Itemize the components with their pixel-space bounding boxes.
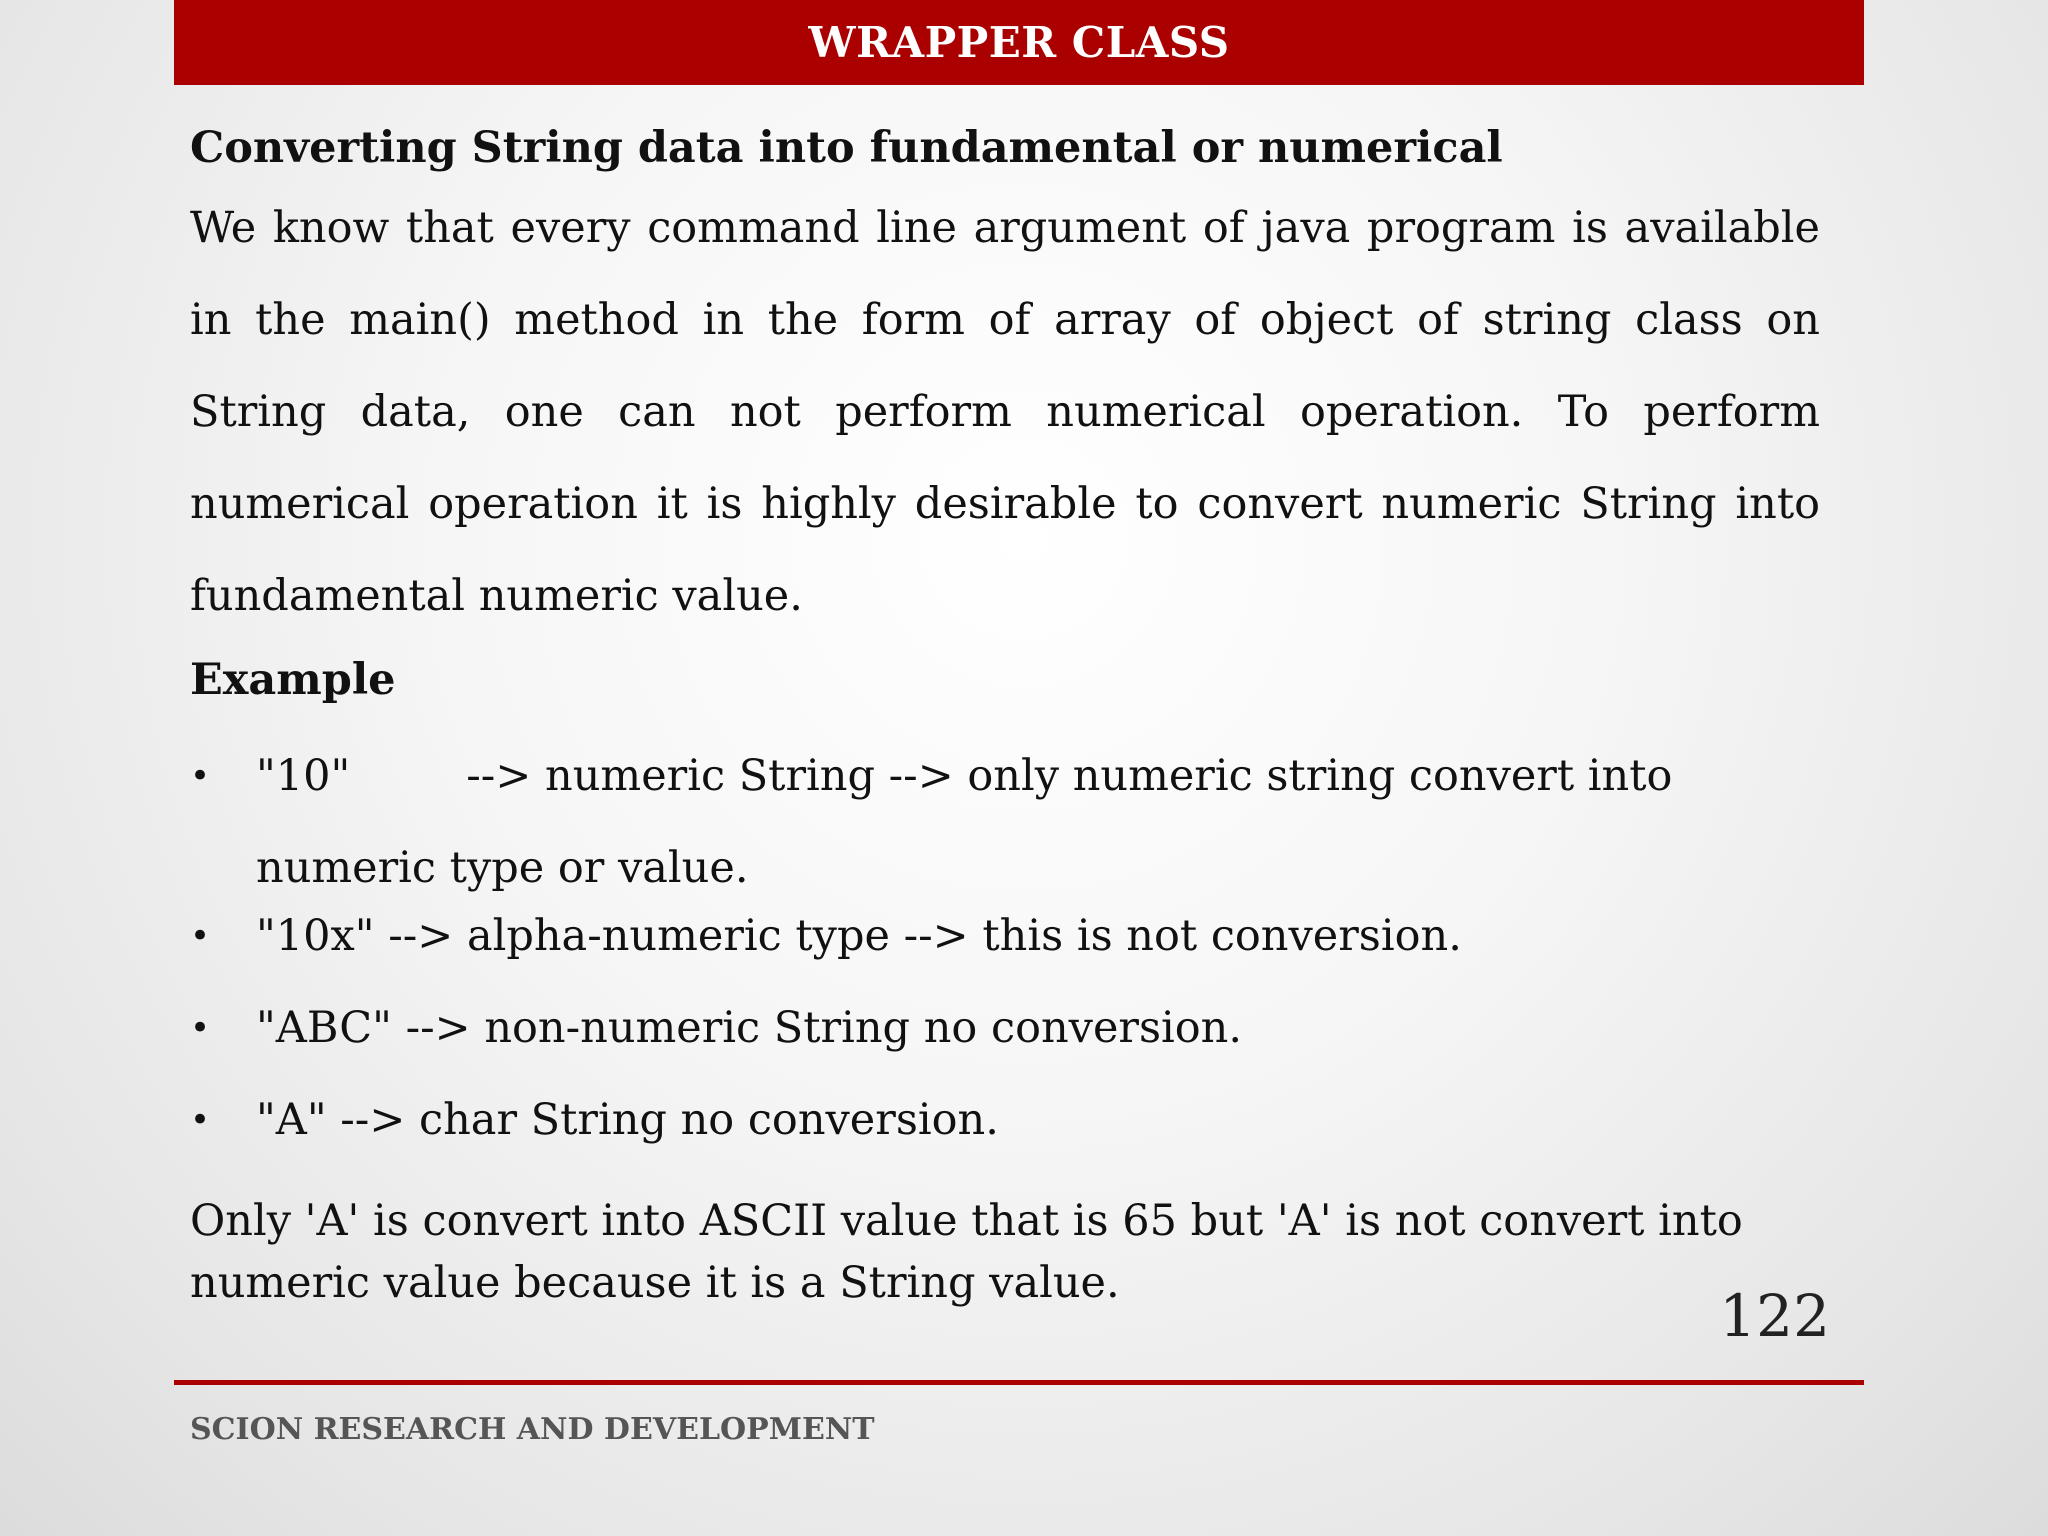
footer-divider	[174, 1380, 1864, 1385]
section-heading: Converting String data into fundamental or numerical	[190, 123, 1503, 173]
closing-paragraph: Only 'A' is convert into ASCII value that is 65 but 'A' is not convert into numeric value because it is a String value.	[190, 1196, 1743, 1308]
list-item	[190, 906, 1830, 966]
footer-organization: SCION RESEARCH AND DEVELOPMENT	[190, 1412, 875, 1447]
list-item	[190, 1090, 1830, 1150]
body-paragraph: We know that every command line argument of java program is available in the main() method in the form of array of object of string class on String data, one can not perform numerical operation. To perform numerical operation it is highly desirable to convert numeric String into fundamental numeric value.	[190, 203, 1820, 621]
slide-content	[190, 118, 1830, 1314]
title-bar	[174, 0, 1864, 85]
page-number: 122	[1719, 1282, 1830, 1350]
list-item-text: "10x" --> alpha-numeric type --> this is not conversion.	[256, 911, 1462, 961]
bullet-icon: •	[190, 916, 211, 956]
list-item-text: "ABC" --> non-numeric String no conversion.	[256, 1003, 1243, 1053]
example-heading: Example	[190, 655, 396, 705]
bullet-icon: •	[190, 756, 211, 796]
bullet-icon: •	[190, 1100, 211, 1140]
list-item	[190, 730, 1830, 914]
example-list	[190, 730, 1830, 1150]
slide-title: WRAPPER CLASS	[808, 18, 1230, 67]
list-item-text: --> numeric String --> only numeric string convert into numeric type or value.	[256, 751, 1673, 893]
bullet-icon: •	[190, 1008, 211, 1048]
list-item-text: "A" --> char String no conversion.	[256, 1095, 999, 1145]
list-item	[190, 998, 1830, 1058]
list-item-code: "10"	[256, 751, 351, 801]
